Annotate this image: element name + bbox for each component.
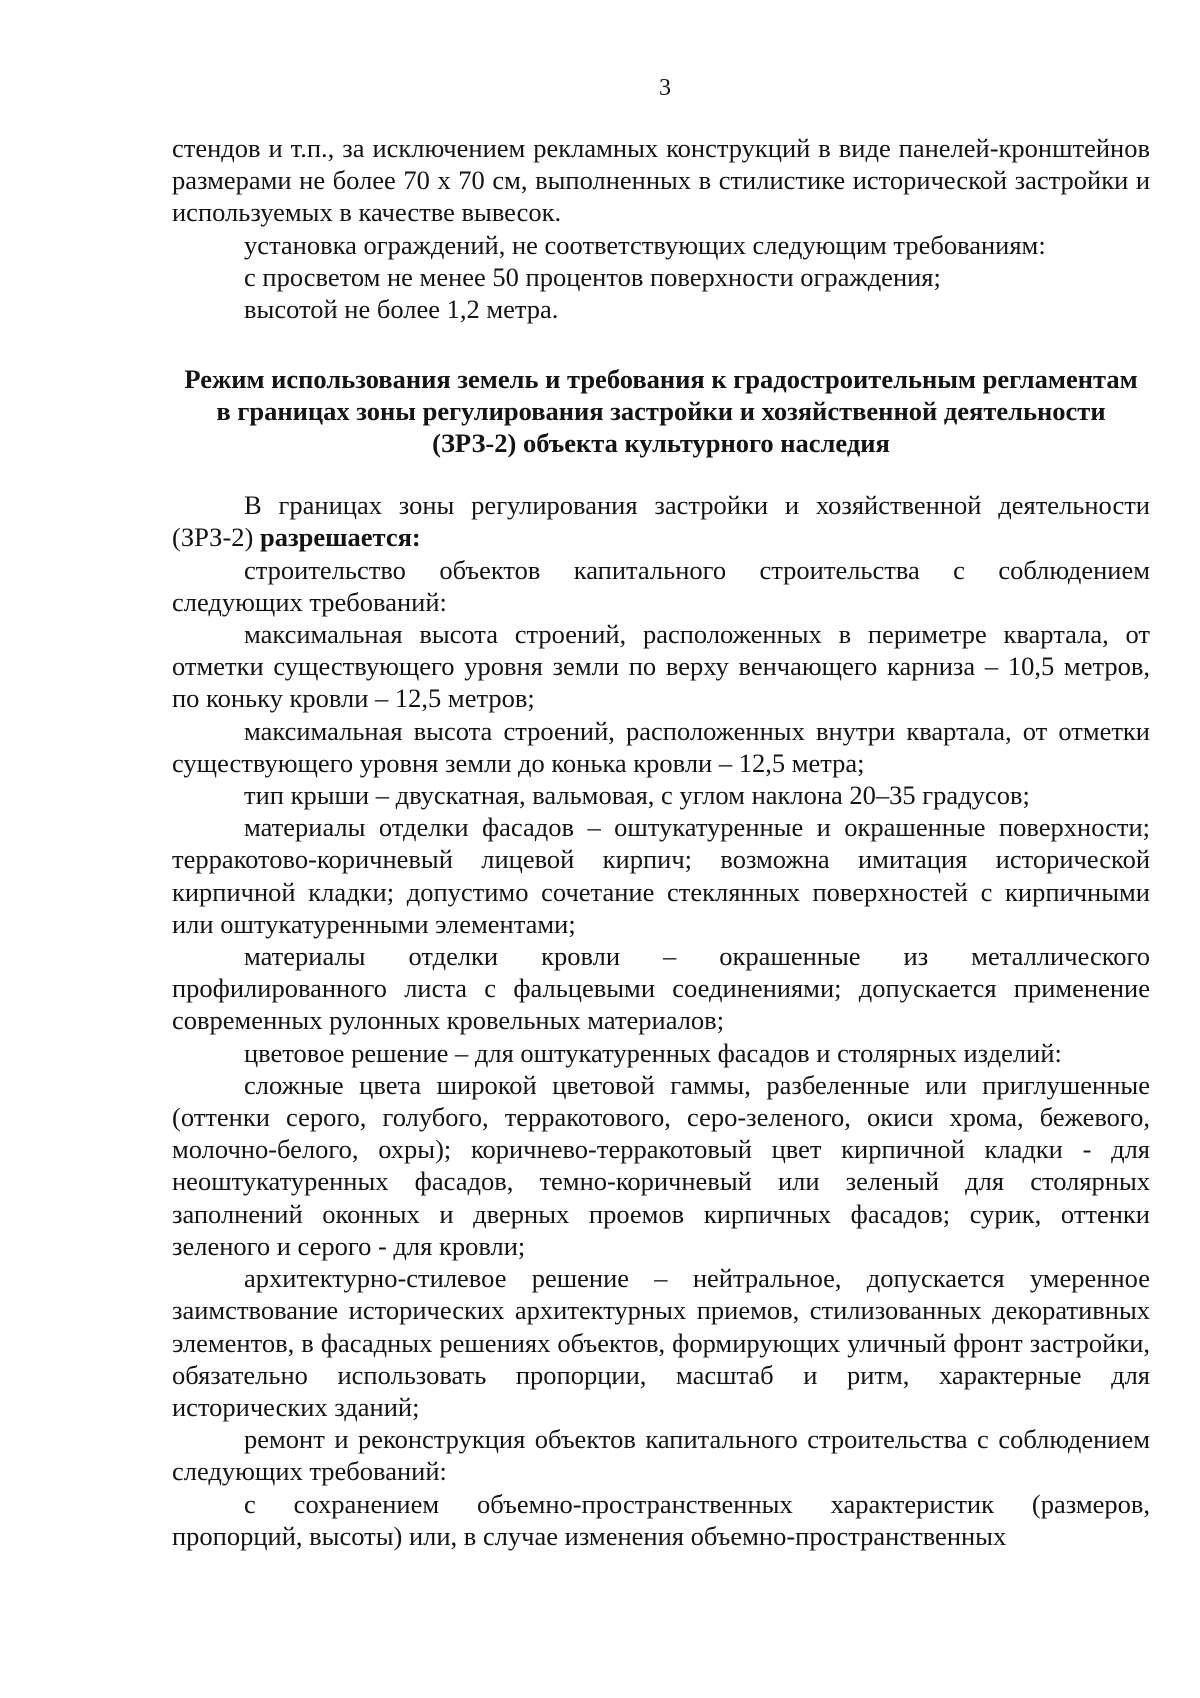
paragraph-repair-reconstruction: ремонт и реконструкция объектов капитального строительства с соблюдением следующих требований: bbox=[172, 1424, 1150, 1487]
paragraph-architectural-style: архитектурно-стилевое решение – нейтральное, допускается умеренное заимствование исторических архитектурных приемов, стилизованных декоративных элементов, в фасадных решениях объектов, формирующих уличный фронт застройки, обязательно использовать пропорции, масштаб и ритм, характерные для исторических зданий; bbox=[172, 1263, 1150, 1422]
document-body bbox=[172, 132, 1150, 1552]
paragraph-construction: строительство объектов капитального строительства с соблюдением следующих требований: bbox=[172, 554, 1150, 617]
page-number: 3 bbox=[659, 75, 671, 101]
paragraph-color-solution: цветовое решение – для оштукатуренных фасадов и столярных изделий: bbox=[244, 1037, 1062, 1068]
paragraph-roof-materials: материалы отделки кровли – окрашенные из металлического профилированного листа с фальцевыми соединениями; допускается применение современных рулонных кровельных материалов; bbox=[172, 941, 1150, 1036]
paragraph-facade-materials: материалы отделки фасадов – оштукатуренные и окрашенные поверхности; терракотово-коричневый лицевой кирпич; возможна имитация исторической кирпичной кладки; допустимо сочетание стеклянных поверхностей с кирпичными или оштукатуренными элементами; bbox=[172, 812, 1150, 939]
intro-text: В границах зоны регулирования застройки и хозяйственной деятельности (ЗРЗ-2) bbox=[172, 490, 1150, 553]
intro-emphasis: разрешается: bbox=[259, 522, 421, 553]
paragraph-intro bbox=[172, 489, 1150, 553]
paragraph-complex-colors: сложные цвета широкой цветовой гаммы, разбеленные или приглушенные (оттенки серого, голубого, терракотового, серо-зеленого, окиси хрома, бежевого, молочно-белого, охры); коричнево-терракотовый цвет кирпичной кладки - для неоштукатуренных фасадов, темно-коричневый или зеленый для столярных заполнений оконных и дверных проемов кирпичных фасадов; сурик, оттенки зеленого и серого - для кровли; bbox=[172, 1069, 1150, 1261]
paragraph-volume-preservation: с сохранением объемно-пространственных характеристик (размеров, пропорций, высоты) или, в случае изменения объемно-пространственных bbox=[172, 1488, 1150, 1551]
paragraph-max-height-perimeter: максимальная высота строений, расположенных в периметре квартала, от отметки существующего уровня земли по верху венчающего карниза – 10,5 метров, по коньку кровли – 12,5 метров; bbox=[172, 619, 1150, 714]
section-heading: Режим использования земель и требования к градостроительным регламентам в границах зоны регулирования застройки и хозяйственной деятельности (ЗРЗ-2) объекта культурного наследия bbox=[184, 364, 1138, 459]
paragraph-roof-type: тип крыши – двускатная, вальмовая, с углом наклона 20–35 градусов; bbox=[244, 780, 1030, 811]
paragraph-fence-clearance: с просветом не менее 50 процентов поверхности ограждения; bbox=[244, 261, 941, 292]
paragraph-fence-requirements: установка ограждений, не соответствующих следующим требованиям: bbox=[244, 229, 1046, 260]
paragraph-fence-height: высотой не более 1,2 метра. bbox=[244, 294, 559, 325]
paragraph-continuation: стендов и т.п., за исключением рекламных конструкций в виде панелей-кронштейнов размерами не более 70 х 70 см, выполненных в стилистике исторической застройки и используемых в качестве вывесок. bbox=[172, 133, 1150, 228]
paragraph-max-height-inside: максимальная высота строений, расположенных внутри квартала, от отметки существующего уровня земли до конька кровли – 12,5 метра; bbox=[172, 715, 1150, 778]
